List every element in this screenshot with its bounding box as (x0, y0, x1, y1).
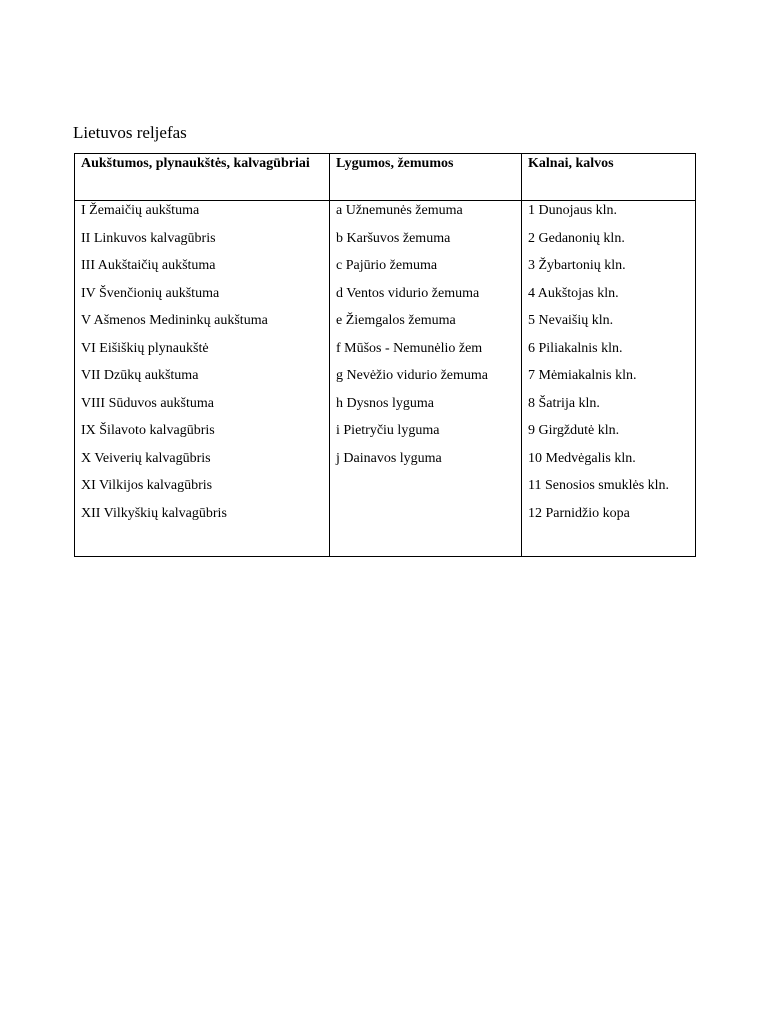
list-item: 11 Senosios smuklės kln. (528, 478, 670, 493)
hills-cell (522, 201, 696, 557)
list-item: 1 Dunojaus kln. (528, 203, 618, 218)
list-item: 5 Nevaišių kln. (528, 313, 614, 328)
header-lowlands: Lygumos, žemumos (330, 154, 522, 201)
table-header-row (75, 154, 696, 201)
list-item: VI Eišiškių plynaukštė (81, 340, 209, 356)
list-item: XI Vilkijos kalvagūbris (81, 478, 213, 493)
header-hills: Kalnai, kalvos (522, 154, 696, 201)
list-item: e Žiemgalos žemuma (336, 313, 456, 328)
list-item: 12 Parnidžio kopa (528, 505, 630, 521)
list-item: III Aukštaičių aukštuma (81, 258, 216, 273)
list-item: g Nevėžio vidurio žemuma (336, 368, 489, 383)
relief-table (74, 153, 696, 557)
list-item: II Linkuvos kalvagūbris (81, 230, 216, 246)
list-item: 6 Piliakalnis kln. (528, 340, 623, 356)
list-item: 4 Aukštojas kln. (528, 285, 619, 301)
document-title: Lietuvos reljefas (73, 123, 187, 142)
list-item: XII Vilkyškių kalvagūbris (81, 505, 227, 521)
list-item: X Veiverių kalvagūbris (81, 450, 211, 466)
list-item: d Ventos vidurio žemuma (336, 285, 480, 301)
list-item: V Ašmenos Medininkų aukštuma (81, 313, 268, 328)
hills-list (528, 201, 689, 531)
list-item: IX Šilavoto kalvagūbris (81, 423, 215, 438)
list-item: 2 Gedanonių kln. (528, 230, 625, 246)
list-item: IV Švenčionių aukštuma (81, 285, 220, 301)
highlands-cell (75, 201, 330, 557)
lowlands-cell (330, 201, 522, 557)
list-item: 3 Žybartonių kln. (528, 258, 626, 273)
list-item: j Dainavos lyguma (336, 450, 442, 466)
table-body-row (75, 201, 696, 557)
list-item: i Pietryčiu lyguma (336, 423, 440, 438)
header-highlands: Aukštumos, plynaukštės, kalvagūbriai (75, 154, 330, 201)
list-item: a Užnemunės žemuma (336, 203, 463, 218)
list-item: 10 Medvėgalis kln. (528, 450, 636, 466)
list-item: VII Dzūkų aukštuma (81, 368, 199, 383)
highlands-list (81, 201, 323, 531)
list-item: c Pajūrio žemuma (336, 258, 438, 273)
list-item: I Žemaičių aukštuma (81, 203, 200, 218)
list-item: 9 Girgždutė kln. (528, 423, 620, 438)
list-item: VIII Sūduvos aukštuma (81, 395, 214, 411)
list-item: f Mūšos - Nemunėlio žem (336, 340, 483, 356)
list-item: 8 Šatrija kln. (528, 395, 600, 411)
list-item: b Karšuvos žemuma (336, 230, 451, 246)
list-item: 7 Mėmiakalnis kln. (528, 368, 637, 383)
lowlands-list (336, 201, 515, 476)
list-item: h Dysnos lyguma (336, 395, 434, 411)
